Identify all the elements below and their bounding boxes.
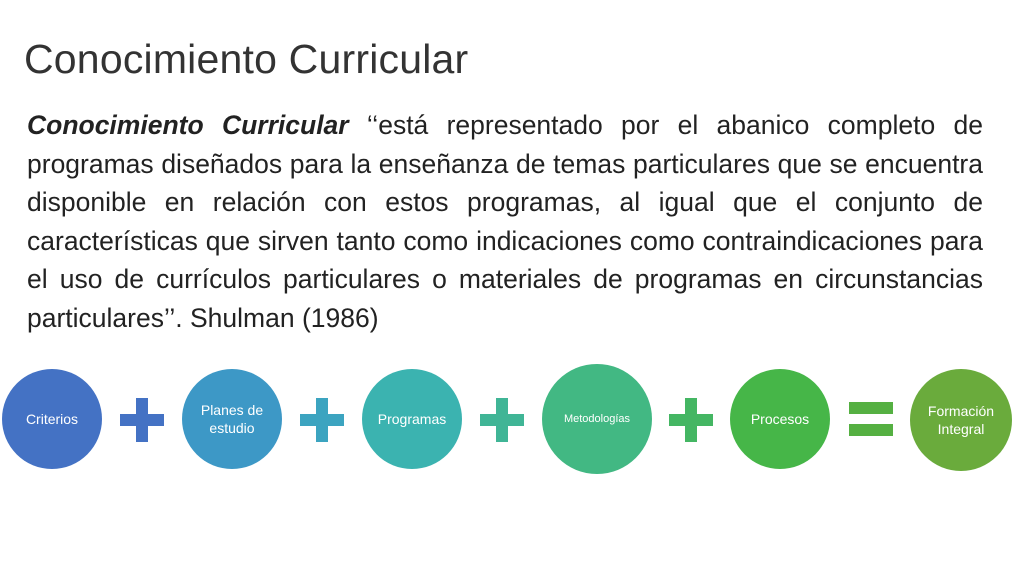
definition-term: Conocimiento Curricular [27, 110, 349, 140]
definition-paragraph [27, 106, 983, 337]
node-programas [362, 369, 462, 469]
plus-icon [120, 398, 164, 442]
slide-title: Conocimiento Curricular [24, 36, 469, 82]
node-planes-de-estudio [182, 369, 282, 469]
node-label: Programas [377, 411, 447, 427]
node-label: Formación Integral [927, 403, 995, 437]
plus-icon [669, 398, 713, 442]
node-label: Criterios [25, 411, 79, 427]
node-label: Procesos [750, 411, 810, 427]
node-metodologias [542, 364, 652, 474]
node-procesos [730, 369, 830, 469]
node-label: Planes de estudio [200, 402, 264, 436]
node-formacion-integral [910, 369, 1012, 471]
equals-icon [849, 400, 893, 438]
definition-text: ‘‘está representado por el abanico completo de programas diseñados para la enseñanza de temas particulares que se encuentra disponible en relación con estos programas, al igual que el conjunto de características que sirven tanto como indicaciones como contraindicaciones para el uso de currículos particulares o materiales de programas en circunstancias particulares’’. Shulman (1986) [27, 110, 983, 333]
node-label: Metodologías [563, 413, 631, 425]
plus-icon [480, 398, 524, 442]
plus-icon [300, 398, 344, 442]
node-criterios [2, 369, 102, 469]
